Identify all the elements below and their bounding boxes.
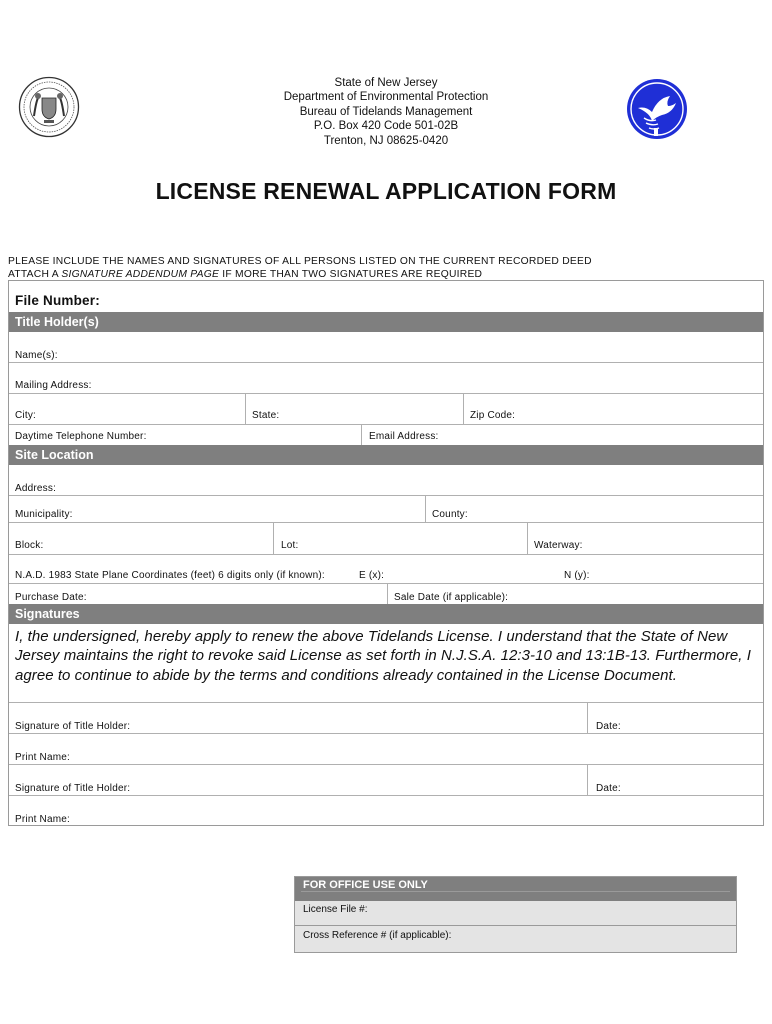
city-state-zip-row [9,394,763,425]
njdep-logo-icon [626,78,688,140]
dates-row [9,584,763,604]
signature-field-2[interactable] [9,765,587,795]
date-field-1[interactable] [587,703,763,733]
phone-email-row [9,425,763,445]
signature-field-1[interactable] [9,703,587,733]
municipality-field[interactable] [9,496,425,522]
municipality-county-row [9,496,763,523]
date-field-2[interactable] [587,765,763,795]
lot-label: Lot: [281,540,299,551]
agency-line: P.O. Box 420 Code 501-02B [313,120,459,133]
agency-address [200,76,572,148]
instruction-text: ATTACH A [8,269,62,280]
phone-label: Daytime Telephone Number: [15,431,147,442]
signature-label-2: Signature of Title Holder: [15,783,131,794]
print-name-field-1[interactable] [9,734,763,765]
city-field[interactable] [9,394,245,424]
municipality-label: Municipality: [15,509,73,520]
file-number-label: File Number: [15,293,100,308]
license-file-field[interactable] [295,901,736,926]
email-label: Email Address: [369,431,439,442]
signature-row-2 [9,765,763,796]
declaration-text: I, the undersigned, hereby apply to renew the above Tidelands License. I understand that the State of New Jersey maintains the right to revoke said License as set forth in N.J.S.A. 12:3-10 and 13:1B-13. Furthermore, I agree to continue to abide by the terms and conditions already contained in the License Document. [15,628,751,684]
print-name-label-2: Print Name: [15,814,70,825]
phone-field[interactable] [9,425,361,445]
date-label-2: Date: [596,783,621,794]
mailing-address-label: Mailing Address: [15,380,92,391]
zip-field[interactable] [463,394,763,424]
email-field[interactable] [361,425,763,445]
license-file-label: License File #: [303,904,368,915]
coordinates-row [9,555,763,584]
signature-row-1 [9,703,763,734]
office-use-heading-text: FOR OFFICE USE ONLY [303,879,428,891]
instruction-emphasis: SIGNATURE ADDENDUM PAGE [61,269,220,280]
agency-line: State of New Jersey [334,77,438,89]
block-lot-waterway-row [9,523,763,555]
date-label-1: Date: [596,721,621,732]
lot-field[interactable] [273,523,527,554]
coordinates-label: N.A.D. 1983 State Plane Coordinates (feet) 6 digits only (if known): [15,570,325,581]
signatures-heading: Signatures [9,604,763,624]
site-location-heading: Site Location [9,445,763,465]
county-label: County: [432,509,468,520]
instruction-text: IF MORE THAN TWO SIGNATURES ARE REQUIRED [219,269,483,280]
print-name-field-2[interactable] [9,796,763,825]
city-label: City: [15,410,36,421]
state-label: State: [252,410,280,421]
renewal-form [8,280,764,826]
agency-line: Department of Environmental Protection [283,91,489,104]
purchase-date-label: Purchase Date: [15,592,87,603]
title-holder-heading: Title Holder(s) [9,312,763,332]
names-label: Name(s): [15,350,58,361]
block-field[interactable] [9,523,273,554]
nj-state-seal-icon [18,76,80,138]
site-address-field[interactable] [9,465,763,496]
block-label: Block: [15,540,44,551]
office-use-box [294,876,737,953]
names-field[interactable] [9,332,763,363]
northing-field[interactable] [559,555,763,583]
sale-date-field[interactable] [387,584,763,604]
northing-label: N (y): [564,570,590,581]
cross-reference-field[interactable] [295,926,736,952]
mailing-address-field[interactable] [9,363,763,394]
agency-line: Bureau of Tidelands Management [299,105,473,118]
instructions [8,255,592,281]
agency-line: Trenton, NJ 08625-0420 [323,134,449,147]
easting-field[interactable] [355,555,555,583]
signature-label-1: Signature of Title Holder: [15,721,131,732]
instruction-line-1: PLEASE INCLUDE THE NAMES AND SIGNATURES OF ALL PERSONS LISTED ON THE CURRENT RECORDED DEED [8,256,592,267]
waterway-field[interactable] [527,523,763,554]
office-heading-rule [301,891,730,892]
form-title: LICENSE RENEWAL APPLICATION FORM [155,178,617,204]
zip-label: Zip Code: [470,410,516,421]
county-field[interactable] [425,496,763,522]
site-address-label: Address: [15,483,57,494]
state-field[interactable] [245,394,463,424]
waterway-label: Waterway: [534,540,583,551]
purchase-date-field[interactable] [9,584,387,604]
easting-label: E (x): [359,570,385,581]
file-number-field[interactable] [9,281,763,312]
sale-date-label: Sale Date (if applicable): [394,592,509,603]
office-use-heading [295,877,736,901]
cross-reference-label: Cross Reference # (if applicable): [303,930,452,941]
print-name-label-1: Print Name: [15,752,70,763]
